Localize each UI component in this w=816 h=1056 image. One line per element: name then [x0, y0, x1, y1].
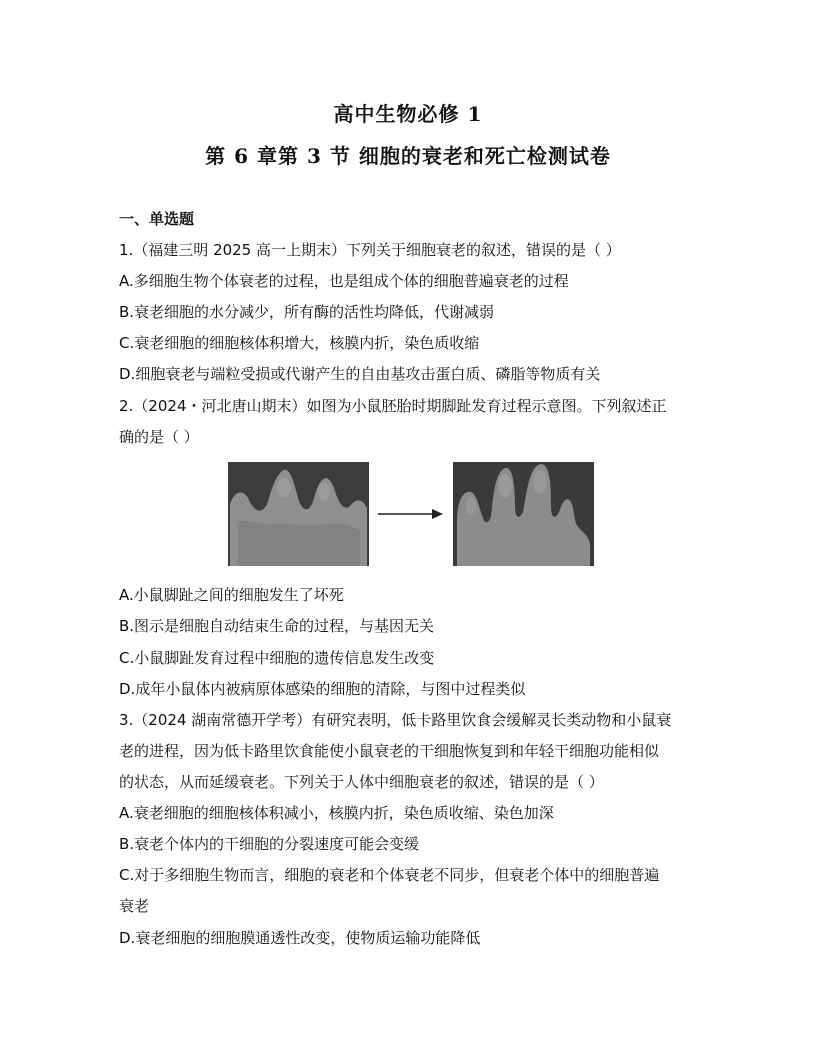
early-embryo-paw-photo [228, 462, 369, 566]
q3-stem-line2: 老的进程，因为低卡路里饮食能使小鼠衰老的干细胞恢复到和年轻干细胞功能相似 [119, 742, 660, 760]
q3-option-c-line2: 衰老 [119, 897, 150, 915]
q3-stem-line3: 的状态，从而延缓衰老。下列关于人体中细胞衰老的叙述，错误的是（ ） [119, 773, 604, 791]
q3-option-a: A.衰老细胞的细胞核体积减小，核膜内折，染色质收缩、染色加深 [119, 804, 554, 822]
q3-option-d: D.衰老细胞的细胞膜通透性改变，使物质运输功能降低 [119, 929, 481, 947]
q2-option-a: A.小鼠脚趾之间的细胞发生了坏死 [119, 586, 344, 604]
q3-option-c-line1: C.对于多细胞生物而言，细胞的衰老和个体衰老不同步，但衰老个体中的细胞普遍 [119, 866, 660, 884]
q1-option-d: D.细胞衰老与端粒受损或代谢产生的自由基攻击蛋白质、磷脂等物质有关 [119, 365, 601, 383]
section-heading: 一、单选题 [119, 210, 195, 228]
arrow-icon [378, 507, 444, 521]
q1-option-c: C.衰老细胞的细胞核体积增大，核膜内折，染色质收缩 [119, 334, 480, 352]
q2-option-c: C.小鼠脚趾发育过程中细胞的遗传信息发生改变 [119, 649, 435, 667]
q1-option-b: B.衰老细胞的水分减少，所有酶的活性均降低，代谢减弱 [119, 303, 495, 321]
q3-stem-line1: 3.（2024 湖南常德开学考）有研究表明，低卡路里饮食会缓解灵长类动物和小鼠衰 [119, 711, 672, 729]
q2-stem-line1: 2.（2024・河北唐山期末）如图为小鼠胚胎时期脚趾发育过程示意图。下列叙述正 [119, 397, 667, 415]
q3-option-b: B.衰老个体内的干细胞的分裂速度可能会变缓 [119, 835, 420, 853]
q2-option-d: D.成年小鼠体内被病原体感染的细胞的清除，与图中过程类似 [119, 680, 526, 698]
q1-option-a: A.多细胞生物个体衰老的过程，也是组成个体的细胞普遍衰老的过程 [119, 272, 569, 290]
q2-option-b: B.图示是细胞自动结束生命的过程，与基因无关 [119, 617, 435, 635]
document-title: 高中生物必修 1 [333, 102, 483, 126]
mouse-toe-figure [228, 462, 608, 568]
document-subtitle: 第 6 章第 3 节 细胞的衰老和死亡检测试卷 [205, 144, 611, 168]
q1-stem: 1.（福建三明 2025 高一上期末）下列关于细胞衰老的叙述，错误的是（ ） [119, 241, 621, 259]
q2-stem-line2: 确的是（ ） [119, 428, 199, 446]
later-embryo-paw-photo [453, 462, 594, 566]
